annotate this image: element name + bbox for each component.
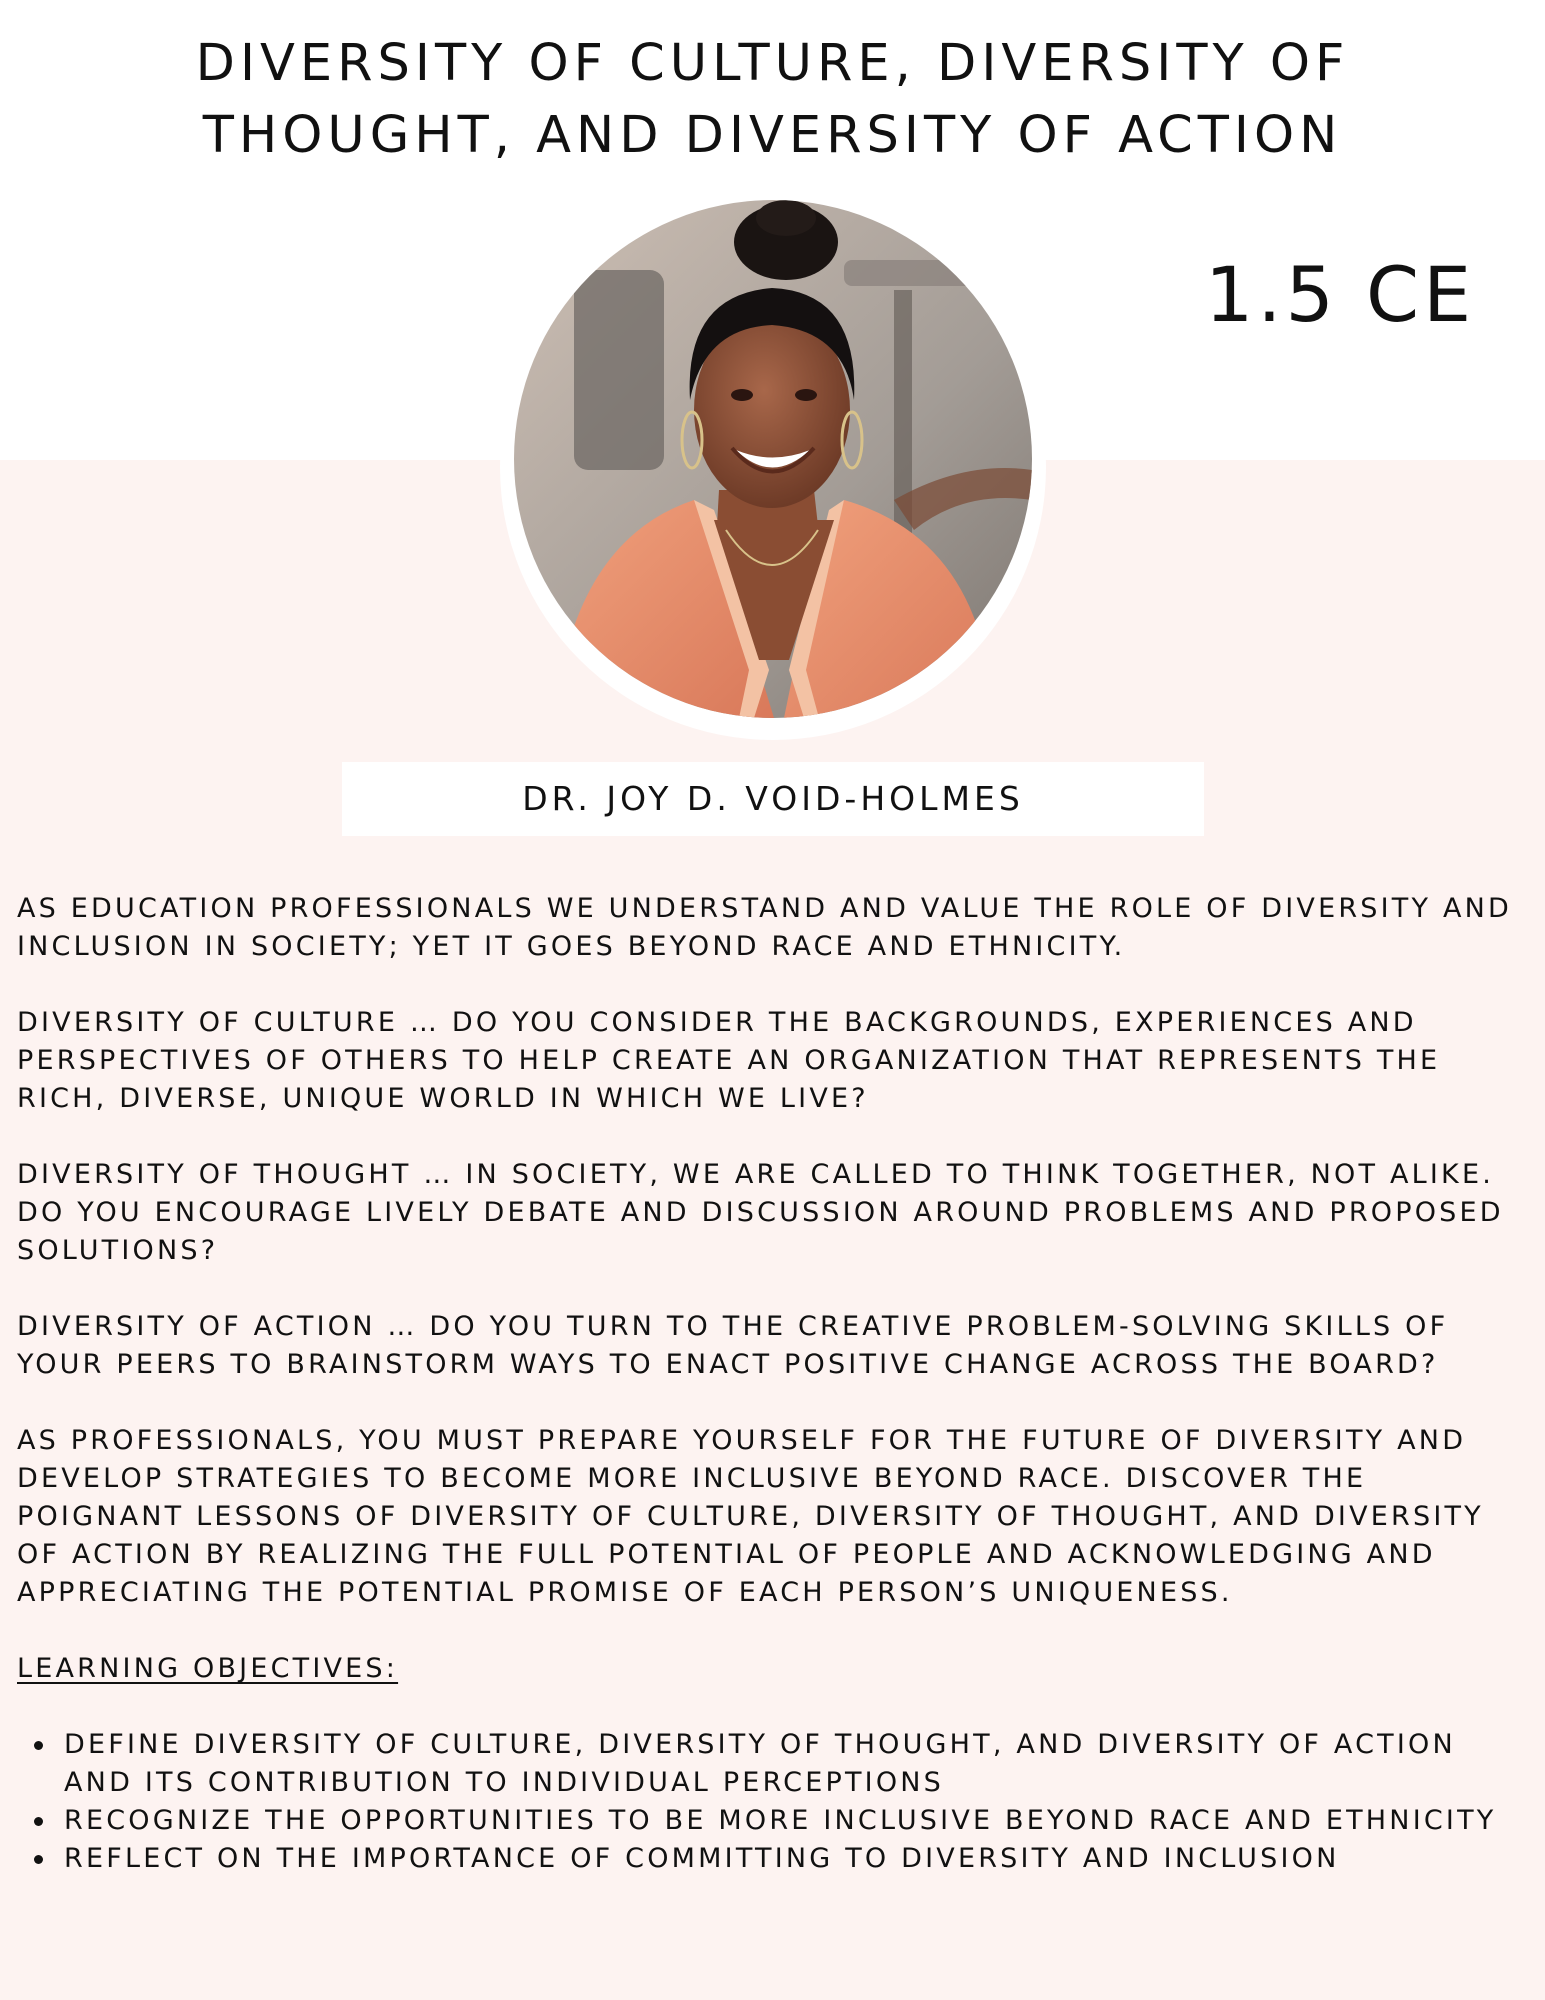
course-description xyxy=(17,890,1517,1878)
diversity-of-action-paragraph: DIVERSITY OF ACTION … DO YOU TURN TO THE CREATIVE PROBLEM-SOLVING SKILLS OF YOUR PEERS TO BRAINSTORM WAYS TO ENACT POSITIVE CHANGE ACROSS THE BOARD? xyxy=(17,1311,1449,1380)
speaker-name: DR. JOY D. VOID-HOLMES xyxy=(522,779,1024,818)
objective-item: REFLECT ON THE IMPORTANCE OF COMMITTING TO DIVERSITY AND INCLUSION xyxy=(64,1840,1517,1878)
page-title xyxy=(0,28,1545,172)
summary-paragraph: AS PROFESSIONALS, YOU MUST PREPARE YOURSELF FOR THE FUTURE OF DIVERSITY AND DEVELOP STRATEGIES TO BECOME MORE INCLUSIVE BEYOND RACE. DISCOVER THE POIGNANT LESSONS OF DIVERSITY OF CULTURE, DIVERSITY OF THOUGHT, AND DIVERSITY OF ACTION BY REALIZING THE FULL POTENTIAL OF PEOPLE AND ACKNOWLEDGING AND APPRECIATING THE POTENTIAL PROMISE OF EACH PERSON’S UNIQUENESS. xyxy=(17,1425,1484,1608)
speaker-photo xyxy=(514,200,1032,718)
title-line-2: THOUGHT, AND DIVERSITY OF ACTION xyxy=(202,106,1343,165)
title-line-1: DIVERSITY OF CULTURE, DIVERSITY OF xyxy=(195,34,1350,93)
speaker-name-box xyxy=(342,762,1204,836)
learning-objectives-heading: LEARNING OBJECTIVES: xyxy=(17,1653,399,1684)
learning-objectives-list xyxy=(17,1726,1517,1878)
diversity-of-thought-paragraph: DIVERSITY OF THOUGHT … IN SOCIETY, WE ARE CALLED TO THINK TOGETHER, NOT ALIKE. DO YOU ENCOURAGE LIVELY DEBATE AND DISCUSSION AROUND PROBLEMS AND PROPOSED SOLUTIONS? xyxy=(17,1159,1504,1266)
ce-credits-label: 1.5 CE xyxy=(1205,250,1476,339)
objective-item: RECOGNIZE THE OPPORTUNITIES TO BE MORE INCLUSIVE BEYOND RACE AND ETHNICITY xyxy=(64,1802,1517,1840)
diversity-of-culture-paragraph: DIVERSITY OF CULTURE … DO YOU CONSIDER THE BACKGROUNDS, EXPERIENCES AND PERSPECTIVES OF OTHERS TO HELP CREATE AN ORGANIZATION THAT REPRESENTS THE RICH, DIVERSE, UNIQUE WORLD IN WHICH WE LIVE? xyxy=(17,1007,1441,1114)
objective-item: DEFINE DIVERSITY OF CULTURE, DIVERSITY OF THOUGHT, AND DIVERSITY OF ACTION AND ITS CONTRIBUTION TO INDIVIDUAL PERCEPTIONS xyxy=(64,1726,1517,1802)
intro-paragraph: AS EDUCATION PROFESSIONALS WE UNDERSTAND AND VALUE THE ROLE OF DIVERSITY AND INCLUSION IN SOCIETY; YET IT GOES BEYOND RACE AND ETHNICITY. xyxy=(17,893,1513,962)
